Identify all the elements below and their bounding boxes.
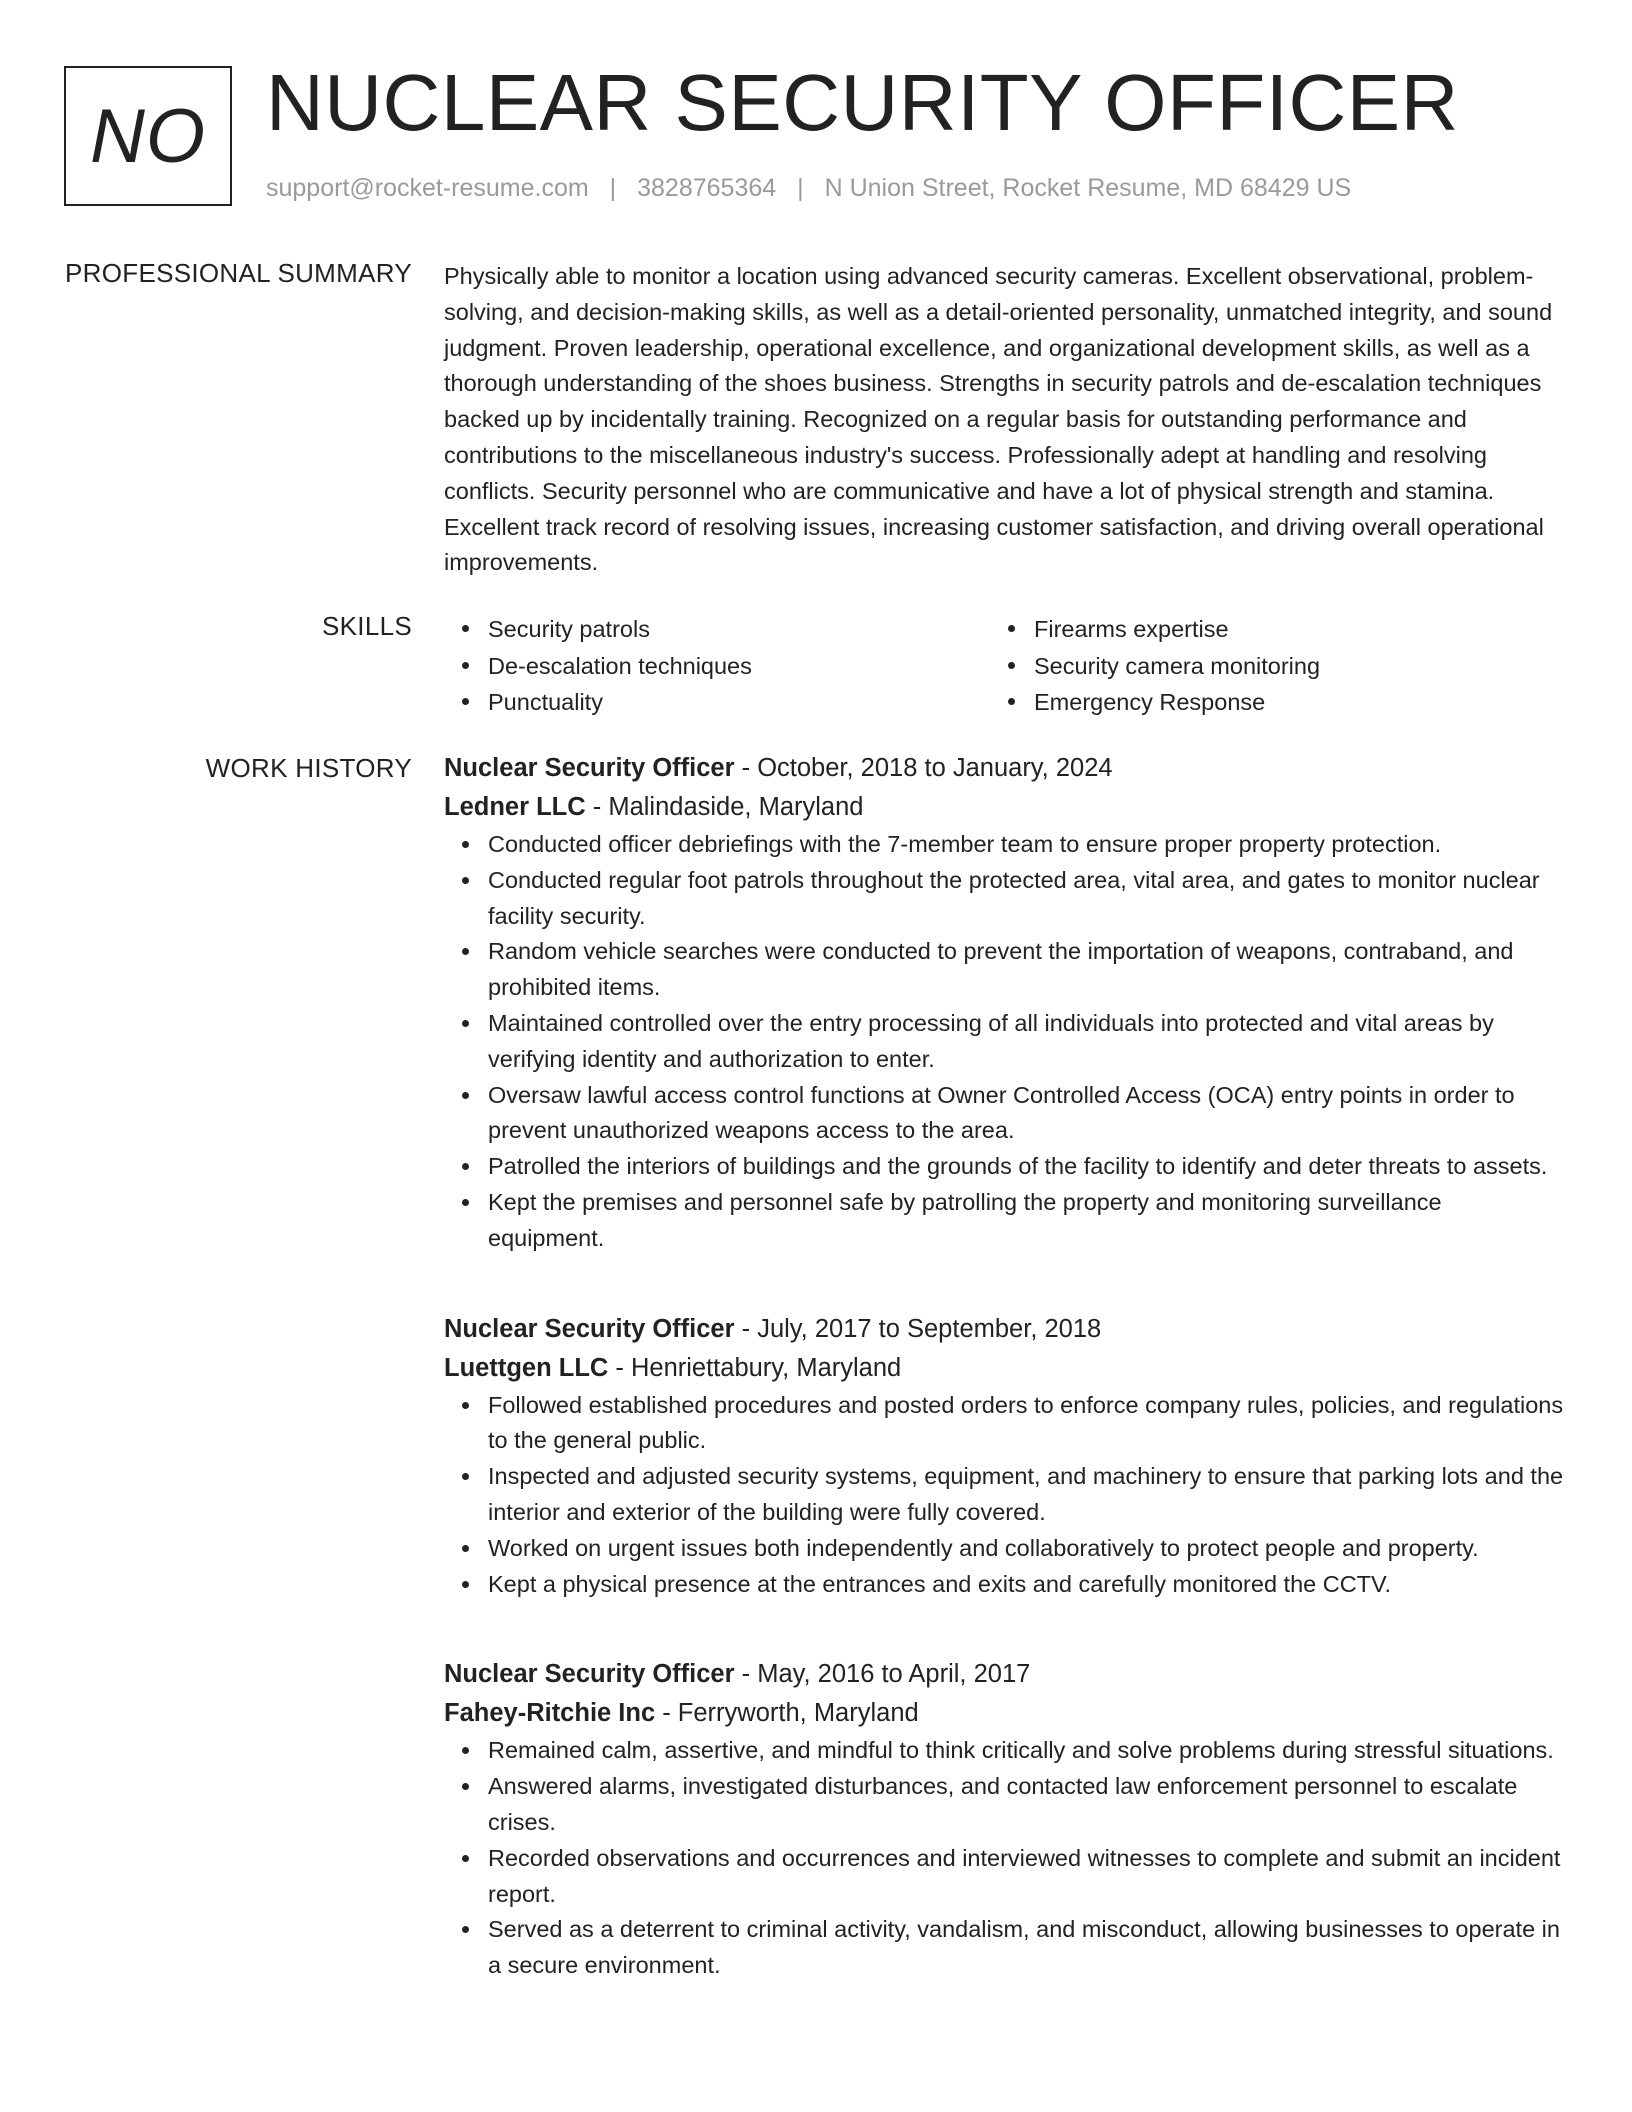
skill-item: Emergency Response bbox=[1034, 684, 1580, 721]
contact-email: support@rocket-resume.com bbox=[266, 174, 589, 202]
job-location: - Henriettabury, Maryland bbox=[608, 1353, 902, 1382]
job-bullets bbox=[444, 1733, 1564, 1984]
job-location: - Ferryworth, Maryland bbox=[655, 1699, 919, 1728]
job-bullet: Worked on urgent issues both independently and collaboratively to protect people and property. bbox=[488, 1531, 1564, 1567]
job-bullet: Recorded observations and occurrences and interviewed witnesses to complete and submit an incident report. bbox=[488, 1841, 1564, 1913]
job-bullet: Kept the premises and personnel safe by patrolling the property and monitoring surveillance equipment. bbox=[488, 1185, 1564, 1257]
contact-separator: | bbox=[609, 174, 617, 202]
job-title: Nuclear Security Officer bbox=[444, 754, 735, 782]
job-title: Nuclear Security Officer bbox=[444, 1314, 735, 1343]
job-bullet: Conducted officer debriefings with the 7-member team to ensure proper property protection. bbox=[488, 827, 1564, 863]
job-company: Ledner LLC bbox=[444, 793, 586, 821]
summary-heading: PROFESSIONAL SUMMARY bbox=[65, 258, 412, 288]
skills-heading: SKILLS bbox=[322, 611, 412, 641]
job-bullet: Patrolled the interiors of buildings and the grounds of the facility to identify and deter threats to assets. bbox=[488, 1149, 1564, 1185]
contact-line bbox=[266, 174, 1351, 203]
job-title: Nuclear Security Officer bbox=[444, 1660, 735, 1689]
job-title-line bbox=[444, 1655, 1564, 1694]
job-company: Luettgen LLC bbox=[444, 1353, 609, 1382]
job-entry bbox=[444, 1655, 1564, 1984]
job-company-line bbox=[444, 1694, 1564, 1733]
skill-item: Punctuality bbox=[488, 684, 1034, 721]
job-bullet: Kept a physical presence at the entrances and exits and carefully monitored the CCTV. bbox=[488, 1567, 1564, 1603]
job-title-line bbox=[444, 749, 1564, 788]
skills-list bbox=[444, 611, 1564, 721]
job-dates: - July, 2017 to September, 2018 bbox=[734, 1314, 1102, 1343]
job-company-line bbox=[444, 1349, 1564, 1388]
job-title-line bbox=[444, 1310, 1564, 1349]
job-company-line bbox=[444, 788, 1564, 827]
job-bullet: Random vehicle searches were conducted to prevent the importation of weapons, contraband, and prohibited items. bbox=[488, 934, 1564, 1006]
job-entry bbox=[444, 1310, 1564, 1603]
job-location: - Malindaside, Maryland bbox=[585, 793, 864, 821]
job-entry bbox=[444, 749, 1564, 1257]
work-history-heading: WORK HISTORY bbox=[205, 753, 412, 783]
job-bullets bbox=[444, 1388, 1564, 1603]
job-bullet: Answered alarms, investigated disturbances, and contacted law enforcement personnel to escalate crises. bbox=[488, 1769, 1564, 1841]
job-bullet: Conducted regular foot patrols throughout the protected area, vital area, and gates to monitor nuclear facility security. bbox=[488, 863, 1564, 935]
monogram-text: NO bbox=[90, 93, 206, 179]
contact-phone: 3828765364 bbox=[637, 174, 777, 202]
monogram-badge bbox=[64, 66, 232, 206]
job-company: Fahey-Ritchie Inc bbox=[444, 1699, 656, 1728]
job-bullet: Followed established procedures and posted orders to enforce company rules, policies, and regulations to the general public. bbox=[488, 1388, 1564, 1460]
job-bullet: Maintained controlled over the entry processing of all individuals into protected and vital areas by verifying identity and authorization to enter. bbox=[488, 1006, 1564, 1078]
summary-text: Physically able to monitor a location using advanced security cameras. Excellent observational, problem-solving, and decision-making skills, as well as a detail-oriented personality, unmatched integrity, and sound judgment. Proven leadership, operational excellence, and organizational development skills, as well as a thorough understanding of the shoes business. Strengths in security patrols and de-escalation techniques backed up by incidentally training. Recognized on a regular basis for outstanding performance and contributions to the miscellaneous industry's success. Professionally adept at handling and resolving conflicts. Security personnel who are communicative and have a lot of physical strength and stamina. Excellent track record of resolving issues, increasing customer satisfaction, and driving overall operational improvements. bbox=[444, 263, 1553, 576]
skill-item: Firearms expertise bbox=[1034, 611, 1580, 648]
job-bullet: Oversaw lawful access control functions at Owner Controlled Access (OCA) entry points in order to prevent unauthorized weapons access to the area. bbox=[488, 1078, 1564, 1150]
contact-address: N Union Street, Rocket Resume, MD 68429 US bbox=[824, 174, 1352, 202]
skill-item: Security patrols bbox=[488, 611, 1034, 648]
contact-separator: | bbox=[797, 174, 804, 202]
job-dates: - May, 2016 to April, 2017 bbox=[734, 1660, 1031, 1689]
job-bullet: Served as a deterrent to criminal activity, vandalism, and misconduct, allowing businesses to operate in a secure environment. bbox=[488, 1912, 1564, 1984]
job-bullet: Inspected and adjusted security systems, equipment, and machinery to ensure that parking lots and the interior and exterior of the building were fully covered. bbox=[488, 1459, 1564, 1531]
job-bullet: Remained calm, assertive, and mindful to think critically and solve problems during stressful situations. bbox=[488, 1733, 1564, 1769]
job-dates: - October, 2018 to January, 2024 bbox=[734, 754, 1113, 782]
skill-item: De-escalation techniques bbox=[488, 648, 1034, 685]
skill-item: Security camera monitoring bbox=[1034, 648, 1580, 685]
job-bullets bbox=[444, 827, 1564, 1257]
resume-title: NUCLEAR SECURITY OFFICER bbox=[266, 58, 1459, 147]
